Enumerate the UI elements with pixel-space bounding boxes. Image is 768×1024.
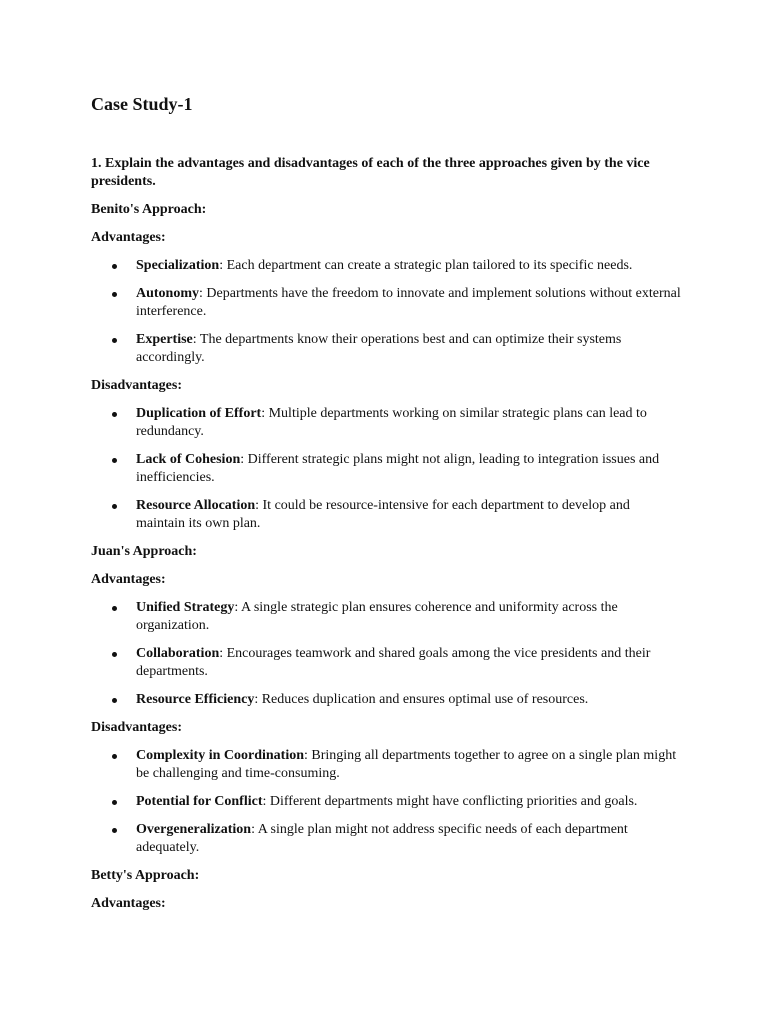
list-item [91,331,681,367]
list-item [91,257,681,275]
item-description: : The departments know their operations best and can optimize their systems accordingly. [136,332,622,365]
section-heading: Benito's Approach: [91,202,207,217]
item-description: : Departments have the freedom to innovate and implement solutions without external interference. [136,286,681,319]
list-item [91,285,681,321]
bullet-icon [112,264,117,269]
item-description: : A single strategic plan ensures coherence and uniformity across the organization. [136,600,618,633]
item-term: Duplication of Effort [136,406,262,421]
list-item [91,691,681,709]
item-term: Collaboration [136,646,220,661]
item-term: Expertise [136,332,193,347]
bullet-icon [112,458,117,463]
bullet-icon [112,754,117,759]
section-heading: Juan's Approach: [91,544,197,559]
group-label: Advantages: [91,572,166,587]
item-term: Autonomy [136,286,200,301]
list-item [91,405,681,441]
item-description: : Each department can create a strategic plan tailored to its specific needs. [219,258,633,273]
bullet-list [91,405,681,533]
bullet-list [91,599,681,709]
group-label: Disadvantages: [91,378,183,393]
bullet-icon [112,292,117,297]
question-text: 1. Explain the advantages and disadvantages of each of the three approaches given by the vice presidents. [91,156,650,189]
section-heading: Betty's Approach: [91,868,200,883]
item-description: : Bringing all departments together to agree on a single plan might be challenging and time-consuming. [136,748,677,781]
item-term: Lack of Cohesion [136,452,241,467]
bullet-icon [112,652,117,657]
item-description: : It could be resource-intensive for each department to develop and maintain its own plan. [136,498,630,531]
bullet-icon [112,504,117,509]
document-title: Case Study-1 [91,94,193,114]
bullet-icon [112,338,117,343]
list-item [91,793,681,811]
bullet-icon [112,800,117,805]
group-label: Disadvantages: [91,720,183,735]
item-description: : A single plan might not address specific needs of each department adequately. [136,822,628,855]
item-term: Overgeneralization [136,822,252,837]
list-item [91,747,681,783]
group-label: Advantages: [91,896,166,911]
item-term: Complexity in Coordination [136,748,305,763]
list-item [91,821,681,857]
list-item [91,451,681,487]
list-item [91,497,681,533]
item-term: Resource Allocation [136,498,256,513]
item-term: Specialization [136,258,220,273]
bullet-list [91,257,681,367]
bullet-list [91,747,681,857]
item-description: : Reduces duplication and ensures optimal use of resources. [254,692,589,707]
bullet-icon [112,698,117,703]
list-item [91,645,681,681]
document-body [91,155,681,923]
item-term: Potential for Conflict [136,794,263,809]
bullet-icon [112,412,117,417]
group-label: Advantages: [91,230,166,245]
list-item [91,599,681,635]
item-description: : Different departments might have conflicting priorities and goals. [262,794,638,809]
item-description: : Different strategic plans might not align, leading to integration issues and inefficiencies. [136,452,660,485]
item-description: : Encourages teamwork and shared goals among the vice presidents and their departments. [136,646,651,679]
bullet-icon [112,606,117,611]
item-term: Unified Strategy [136,600,235,615]
item-description: : Multiple departments working on similar strategic plans can lead to redundancy. [136,406,647,439]
item-term: Resource Efficiency [136,692,255,707]
bullet-icon [112,828,117,833]
